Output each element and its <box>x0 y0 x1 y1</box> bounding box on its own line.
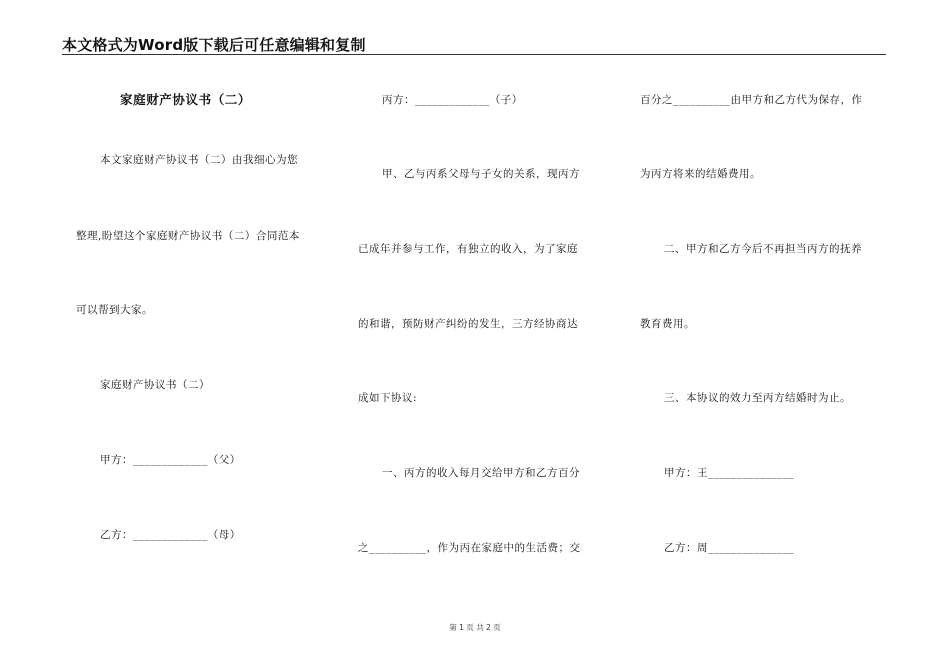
signature-party-b: 乙方：周_______________ <box>664 542 795 554</box>
paragraph-line: 成如下协议: <box>358 392 418 404</box>
header-divider <box>62 54 886 55</box>
paragraph-line: 可以帮到大家。 <box>76 304 153 316</box>
paragraph-line: 整理,盼望这个家庭财产协议书（二）合同范本 <box>76 230 300 242</box>
party-b-line: 乙方：_____________（母） <box>100 529 241 541</box>
clause-1-line: 为丙方将来的结婚费用。 <box>640 168 761 180</box>
paragraph-line: 的和谐，预防财产纠纷的发生，三方经协商达 <box>358 318 578 330</box>
clause-1-line: 之__________，作为丙在家庭中的生活费；交 <box>358 542 581 554</box>
clause-3-line: 三、本协议的效力至丙方结婚时为止。 <box>664 392 851 404</box>
party-c-line: 丙方：_____________（子） <box>382 94 523 106</box>
clause-1-line: 一、丙方的收入每月交给甲方和乙方百分 <box>382 467 580 479</box>
signature-party-a: 甲方：王_______________ <box>664 467 795 479</box>
page-number: 第 1 页 共 2 页 <box>449 623 501 632</box>
paragraph-line: 甲、乙与丙系父母与子女的关系，现丙方 <box>382 168 580 180</box>
party-a-line: 甲方：_____________（父） <box>100 454 241 466</box>
paragraph-line: 已成年并参与工作，有独立的收入，为了家庭 <box>358 243 578 255</box>
clause-1-line: 百分之__________由甲方和乙方代为保存，作 <box>640 94 863 106</box>
clause-2-line: 二、甲方和乙方今后不再担当丙方的抚养 <box>664 243 862 255</box>
document-title: 家庭财产协议书（二） <box>120 92 252 107</box>
clause-2-line: 教育费用。 <box>640 318 695 330</box>
paragraph-line: 本文家庭财产协议书（二）由我细心为您 <box>100 154 298 166</box>
document-header: 本文格式为Word版下载后可任意编辑和复制 <box>62 36 366 54</box>
subheading-line: 家庭财产协议书（二） <box>100 379 210 391</box>
